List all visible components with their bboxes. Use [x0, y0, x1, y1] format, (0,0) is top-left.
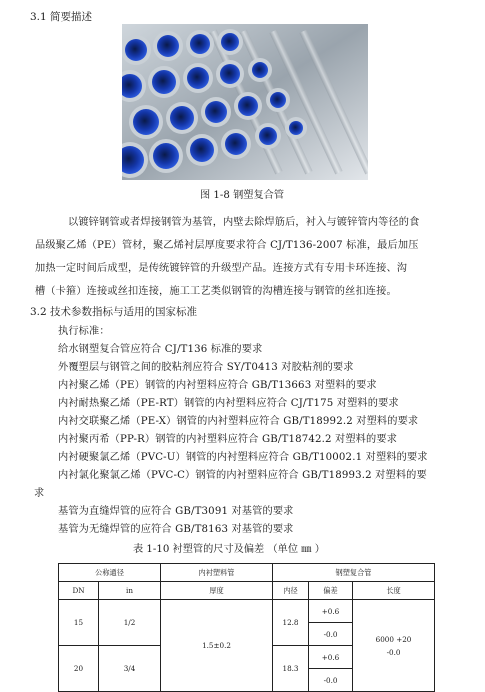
intro-line-3: 加热一定时间后成型，是传统镀锌管的升级型产品。连接方式有专用卡环连接、沟 — [35, 263, 408, 274]
standard-item: 内衬硬聚氯乙烯（PVC-U）钢管的内衬塑料应符合 GB/T10002.1 对塑料的要求 — [58, 452, 428, 463]
intro-line-1: 以镀锌钢管或者焊接钢管为基管，内壁去除焊筋后，衬入与镀锌管内等径的食 — [68, 217, 420, 228]
length-value: 6000 +20 — [375, 634, 412, 644]
standard-item: 内衬聚丙希（PP-R）钢管的内衬塑料应符合 GB/T18742.2 对塑料的要求 — [58, 434, 398, 445]
length-tolerance: -0.0 — [386, 647, 401, 657]
standard-item: 给水钢塑复合管应符合 CJ/T136 标准的要求 — [58, 344, 263, 355]
cell-in: 1/2 — [99, 600, 161, 646]
cell-length — [353, 600, 435, 692]
standard-item: 内衬交联聚乙烯（PE-X）钢管的内衬塑料应符合 GB/T18992.2 对塑料的要求 — [58, 416, 419, 427]
section-heading-overview: 3.1 简要描述 — [30, 11, 93, 23]
cell-thickness: 1.5±0.2 — [161, 600, 273, 692]
header-nominal-diameter: 公称通径 — [59, 564, 161, 582]
subheader-in: in — [99, 582, 161, 600]
section-heading-standards: 3.2 技术参数指标与适用的国家标准 — [30, 306, 198, 318]
intro-line-2: 品级聚乙烯（PE）管材，聚乙烯衬层厚度要求符合 CJ/T136-2007 标准，最后加压 — [35, 240, 419, 251]
pipe-photo — [122, 24, 368, 180]
cell-dn: 15 — [59, 600, 99, 646]
standard-item: 基管为无缝焊管的应符合 GB/T8163 对基管的要求 — [58, 524, 294, 535]
standard-item: 内衬耐热聚乙烯（PE-RT）钢管的内衬塑料应符合 CJ/T175 对塑料的要求 — [58, 398, 399, 409]
standard-item: 基管为直缝焊管的应符合 GB/T3091 对基管的要求 — [58, 506, 294, 517]
header-composite-pipe: 钢塑复合管 — [273, 564, 435, 582]
cell-tolerance-minus: -0.0 — [309, 669, 353, 692]
standard-item: 内衬聚乙烯（PE）钢管的内衬塑料应符合 GB/T13663 对塑料的要求 — [58, 380, 377, 391]
table-caption: 表 1-10 衬塑管的尺寸及偏差 （单位 ㎜ ） — [133, 544, 325, 555]
intro-line-4: 槽（卡箍）连接或丝扣连接，施工工艺类似钢管的沟槽连接与钢管的丝扣连接。 — [35, 286, 397, 297]
header-lining-tube: 内衬塑料管 — [161, 564, 273, 582]
pipe-photo-image — [122, 24, 368, 180]
subheader-dn: DN — [59, 582, 99, 600]
table-subheader-row — [59, 582, 435, 600]
cell-inner-diameter: 12.8 — [273, 600, 309, 646]
subheader-inner-diameter: 内径 — [273, 582, 309, 600]
cell-dn: 20 — [59, 646, 99, 692]
standard-item-wrap: 求 — [34, 488, 45, 499]
cell-in: 3/4 — [99, 646, 161, 692]
figure-caption: 图 1-8 钢塑复合管 — [200, 190, 285, 201]
standard-item: 外覆塑层与钢管之间的胶粘剂应符合 SY/T0413 对胶粘剂的要求 — [58, 362, 354, 373]
table-row — [59, 600, 435, 623]
table-header-row — [59, 564, 435, 582]
standard-item: 内衬氯化聚氯乙烯（PVC-C）钢管的内衬塑料应符合 GB/T18993.2 对塑料的要 — [58, 470, 427, 481]
cell-inner-diameter: 18.3 — [273, 646, 309, 692]
subheader-thickness: 厚度 — [161, 582, 273, 600]
spec-table — [58, 563, 435, 692]
subheader-length: 长度 — [353, 582, 435, 600]
cell-tolerance-plus: +0.6 — [309, 646, 353, 669]
standards-title: 执行标准： — [58, 326, 110, 337]
cell-tolerance-minus: -0.0 — [309, 623, 353, 646]
subheader-tolerance: 偏差 — [309, 582, 353, 600]
cell-tolerance-plus: +0.6 — [309, 600, 353, 623]
